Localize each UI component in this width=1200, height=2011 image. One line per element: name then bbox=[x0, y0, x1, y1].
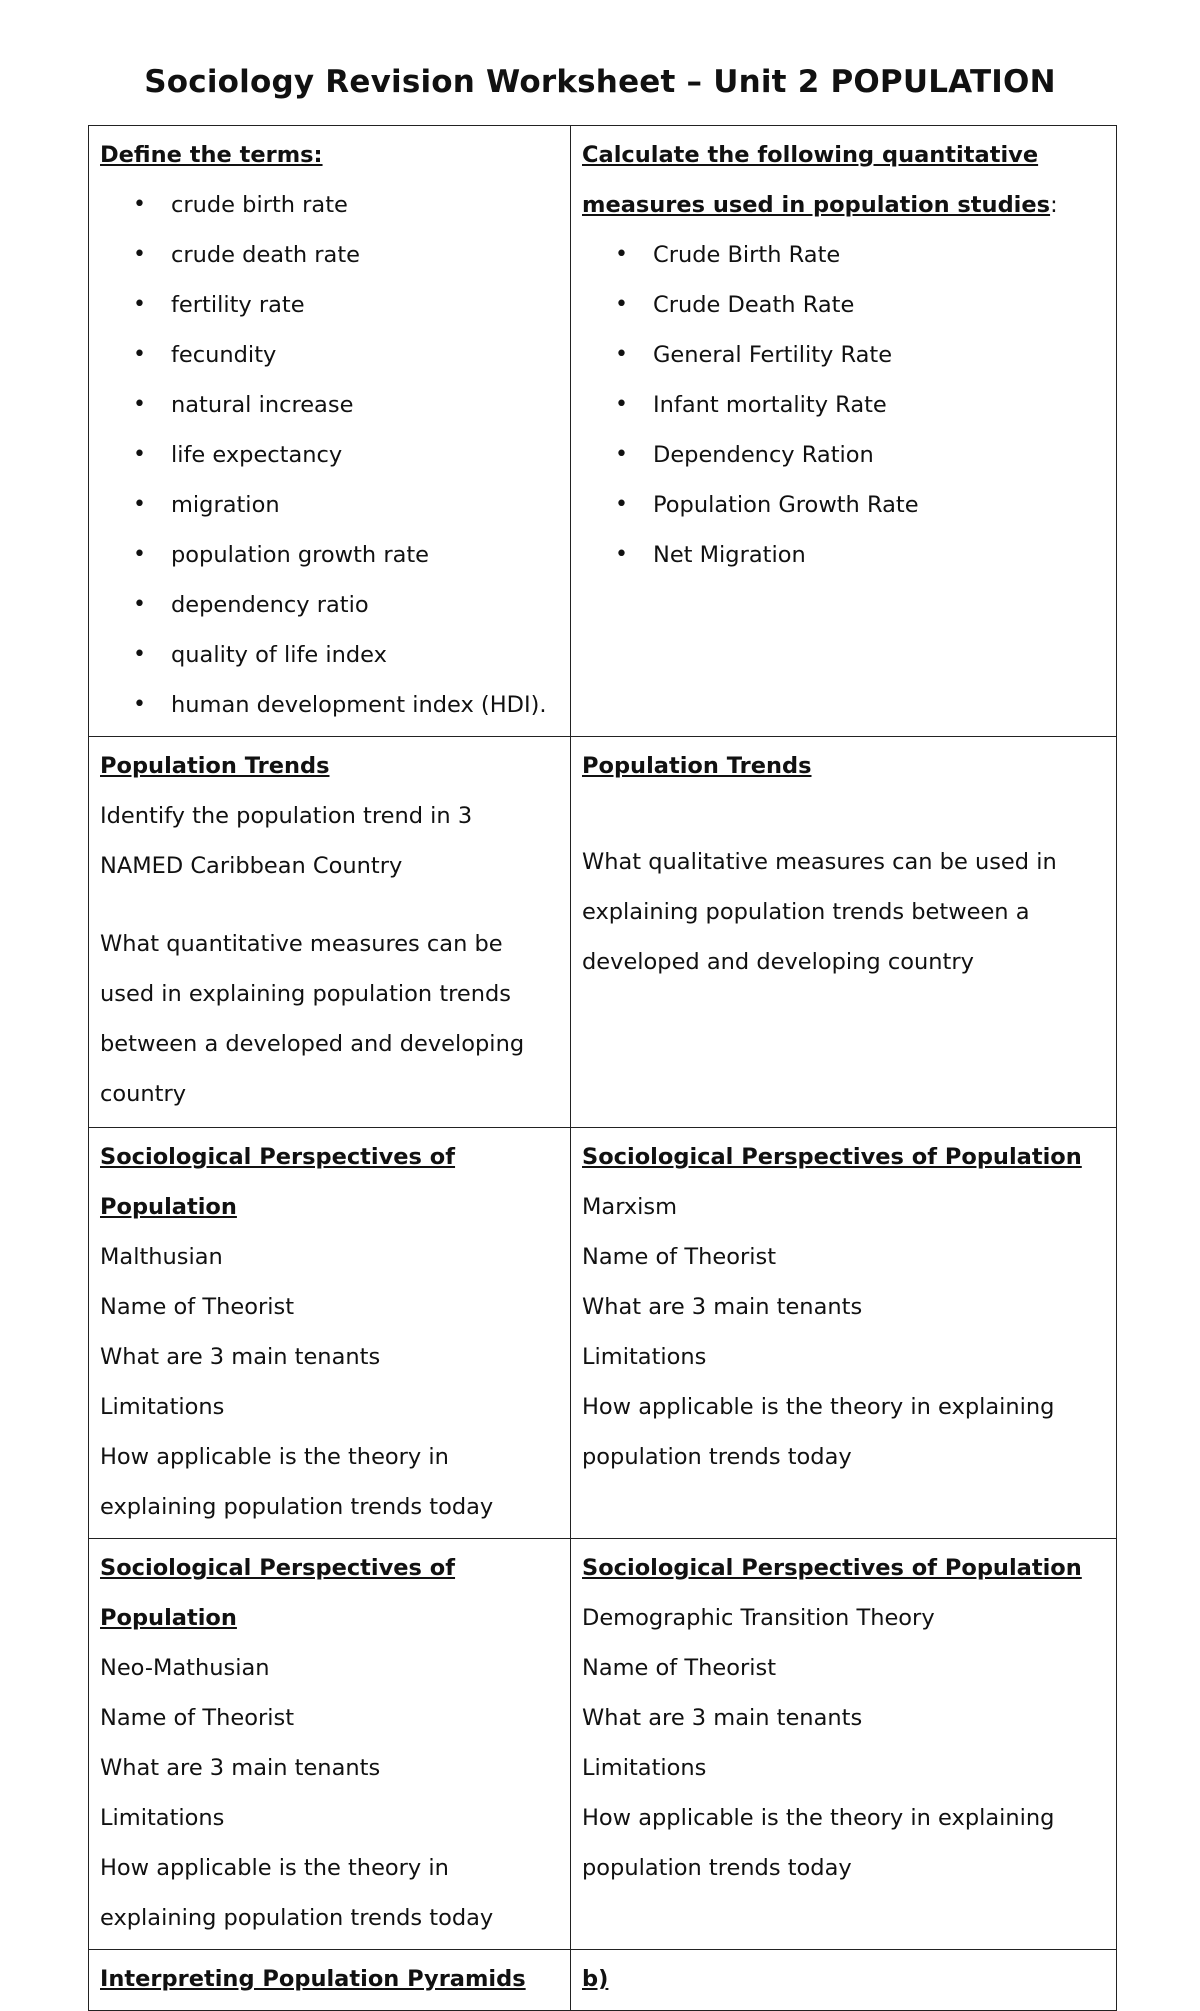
prompt-line: What are 3 main tenants bbox=[582, 1294, 863, 1320]
prompt-line: How applicable is the theory in explaining bbox=[582, 1394, 1055, 1420]
pyramids-right-cell bbox=[571, 1950, 1117, 2011]
prompt-line: Limitations bbox=[100, 1805, 225, 1831]
list-item: • crude death rate bbox=[100, 230, 562, 280]
perspective-heading: Sociological Perspectives of Population bbox=[582, 1144, 1082, 1170]
calculations-heading-line1: Calculate the following quantitative bbox=[582, 142, 1039, 168]
perspective-heading: Sociological Perspectives of Population bbox=[100, 1144, 456, 1220]
perspective-neo-cell bbox=[89, 1539, 571, 1950]
prompt-line: population trends today bbox=[582, 1444, 852, 1470]
prompt-line: Name of Theorist bbox=[100, 1294, 295, 1320]
theory-name: Malthusian bbox=[100, 1244, 223, 1270]
trends-question-line: What qualitative measures can be used in bbox=[582, 849, 1057, 875]
table-row bbox=[89, 1539, 1117, 1950]
calculations-heading-colon: : bbox=[1050, 192, 1058, 218]
prompt-line: Limitations bbox=[582, 1344, 707, 1370]
list-item: • Crude Birth Rate bbox=[582, 230, 1108, 280]
list-item: • crude birth rate bbox=[100, 180, 562, 230]
perspective-marxism-cell bbox=[571, 1128, 1117, 1539]
trends-question-line: country bbox=[100, 1081, 187, 1107]
prompt-line: Name of Theorist bbox=[100, 1705, 295, 1731]
calculations-list bbox=[582, 230, 1108, 580]
theory-name: Neo-Mathusian bbox=[100, 1655, 270, 1681]
prompt-line: What are 3 main tenants bbox=[100, 1755, 381, 1781]
definitions-list bbox=[100, 180, 562, 730]
calculations-cell bbox=[571, 126, 1117, 737]
table-row bbox=[89, 1950, 1117, 2011]
list-item: • natural increase bbox=[100, 380, 562, 430]
prompt-line: What are 3 main tenants bbox=[582, 1705, 863, 1731]
prompt-line: What are 3 main tenants bbox=[100, 1344, 381, 1370]
list-item: • Dependency Ration bbox=[582, 430, 1108, 480]
trends-left-heading: Population Trends bbox=[100, 753, 330, 779]
spacer bbox=[100, 891, 562, 919]
definitions-heading: Define the terms: bbox=[100, 142, 323, 168]
theory-name: Marxism bbox=[582, 1194, 678, 1220]
list-item: • Net Migration bbox=[582, 530, 1108, 580]
list-item: • quality of life index bbox=[100, 630, 562, 680]
calculations-heading-text: measures used in population studies bbox=[582, 192, 1051, 218]
trends-right-heading: Population Trends bbox=[582, 753, 812, 779]
trends-question-line: explaining population trends between a bbox=[582, 899, 1030, 925]
trends-right-cell bbox=[571, 737, 1117, 1128]
prompt-line: Limitations bbox=[100, 1394, 225, 1420]
trends-question-line: NAMED Caribbean Country bbox=[100, 853, 403, 879]
prompt-line: explaining population trends today bbox=[100, 1494, 494, 1520]
trends-question-line: Identify the population trend in 3 bbox=[100, 803, 473, 829]
prompt-line: Limitations bbox=[582, 1755, 707, 1781]
list-item: • Population Growth Rate bbox=[582, 480, 1108, 530]
worksheet-table bbox=[88, 125, 1117, 2011]
prompt-line: How applicable is the theory in bbox=[100, 1855, 449, 1881]
list-item: • General Fertility Rate bbox=[582, 330, 1108, 380]
definitions-cell bbox=[89, 126, 571, 737]
table-row bbox=[89, 737, 1117, 1128]
trends-question-line: used in explaining population trends bbox=[100, 981, 512, 1007]
prompt-line: explaining population trends today bbox=[100, 1905, 494, 1931]
table-row bbox=[89, 126, 1117, 737]
list-item: • dependency ratio bbox=[100, 580, 562, 630]
list-item: • population growth rate bbox=[100, 530, 562, 580]
trends-question-line: What quantitative measures can be bbox=[100, 931, 503, 957]
trends-question-line: between a developed and developing bbox=[100, 1031, 525, 1057]
pyramids-part-b-label: b) bbox=[582, 1966, 609, 1992]
table-row bbox=[89, 1128, 1117, 1539]
prompt-line: population trends today bbox=[582, 1855, 852, 1881]
list-item: • Infant mortality Rate bbox=[582, 380, 1108, 430]
pyramids-heading: Interpreting Population Pyramids bbox=[100, 1966, 526, 1992]
page-title: Sociology Revision Worksheet – Unit 2 POPULATION bbox=[144, 64, 1056, 100]
list-item: • human development index (HDI). bbox=[100, 680, 562, 730]
trends-question-line: developed and developing country bbox=[582, 949, 974, 975]
perspective-heading: Sociological Perspectives of Population bbox=[582, 1555, 1082, 1581]
prompt-line: Name of Theorist bbox=[582, 1244, 777, 1270]
prompt-line: How applicable is the theory in explaining bbox=[582, 1805, 1055, 1831]
prompt-line: How applicable is the theory in bbox=[100, 1444, 449, 1470]
theory-name: Demographic Transition Theory bbox=[582, 1605, 935, 1631]
trends-left-cell bbox=[89, 737, 571, 1128]
pyramids-left-cell bbox=[89, 1950, 571, 2011]
perspective-dtt-cell bbox=[571, 1539, 1117, 1950]
perspective-heading: Sociological Perspectives of Population bbox=[100, 1555, 456, 1631]
list-item: • fecundity bbox=[100, 330, 562, 380]
calculations-heading-line2 bbox=[582, 180, 1108, 230]
list-item: • Crude Death Rate bbox=[582, 280, 1108, 330]
spacer bbox=[582, 791, 1108, 837]
prompt-line: Name of Theorist bbox=[582, 1655, 777, 1681]
list-item: • migration bbox=[100, 480, 562, 530]
perspective-malthusian-cell bbox=[89, 1128, 571, 1539]
list-item: • life expectancy bbox=[100, 430, 562, 480]
list-item: • fertility rate bbox=[100, 280, 562, 330]
